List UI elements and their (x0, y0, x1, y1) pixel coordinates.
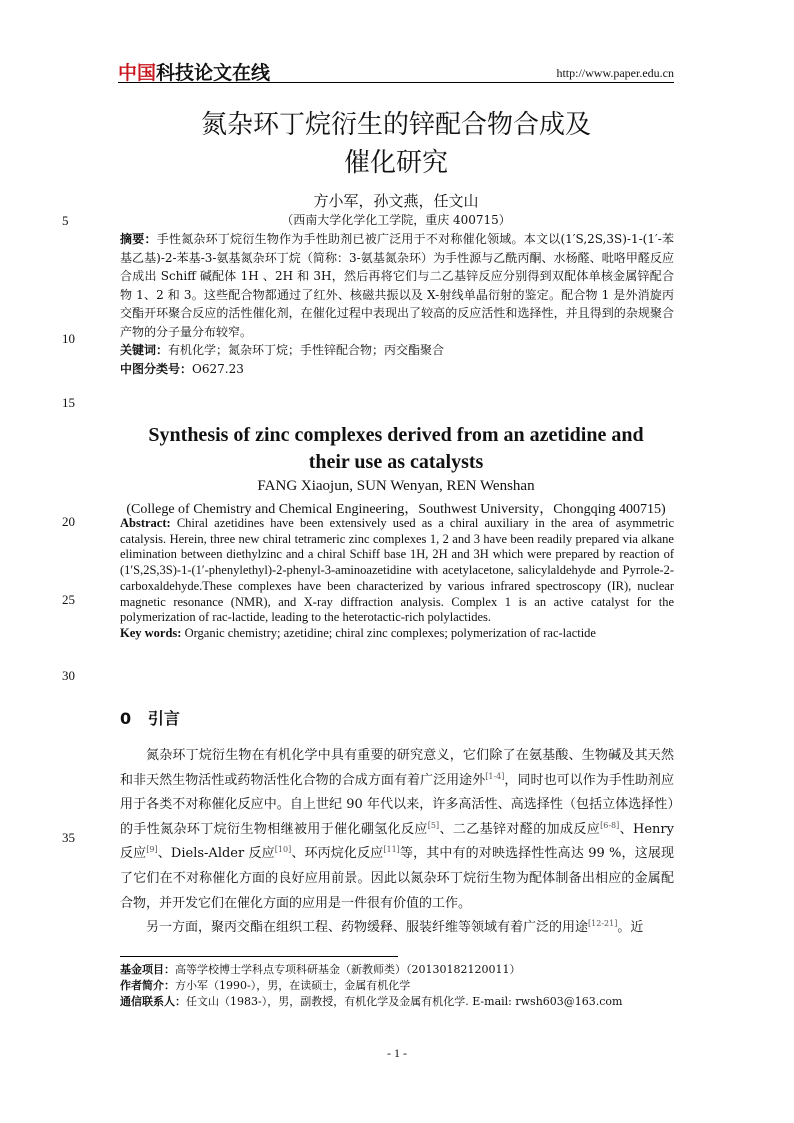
title-en-line-1: Synthesis of zinc complexes derived from an azetidine and (148, 424, 644, 446)
abstract-en-label: Abstract: (120, 516, 171, 530)
abstract-en-text: Chiral azetidines have been extensively used as a chiral auxiliary in the area of asymmetric catalysis. Herein, three new chiral tetrameric zinc complexes 1, 2 and 3 have been readily prepared via alkane elimination between diethylzinc and a chiral Schiff base 1H, 2H and 3H which were prepared by reaction of (1′S,2S,3S)-1-(1′-phenylethyl)-2-phenyl-3-aminoazetidine with acetylacetone, salicylaldehyde and Pyrrole-2-carboxaldehyde.These complexes have been characterized by various infrared spectroscopy (IR), nuclear magnetic resonance (NMR), and X-ray diffraction analysis. Complex 1 is an active catalyst for the polymerization of rac-lactide, leading to the heterotactic-rich polylactides. (120, 516, 675, 625)
header-rule (118, 82, 674, 83)
abstract-cn-label: 摘要： (120, 232, 157, 246)
line-number: 10 (62, 331, 75, 346)
authors-en: FANG Xiaojun, SUN Wenyan, REN Wenshan (257, 478, 535, 494)
clc-label: 中图分类号： (120, 361, 193, 376)
citation-link[interactable]: [10] (274, 845, 292, 855)
abstract-cn-block (120, 230, 674, 378)
intro-body (120, 744, 674, 941)
line-number: 25 (62, 592, 75, 607)
bio-text: 方小军（1990-），男，在读硕士，金属有机化学 (175, 979, 411, 992)
text-run: 等，其中有的对映选择性性高达 99 %，这展现了它们在不对称催化方面的良好应用前景。因此以氮杂环丁烷衍生物为配体制备出相应的金属配合物，并开发它们在催化方面的应用是一件很有价值的工作。 (120, 846, 674, 911)
footnote-bio (120, 978, 680, 994)
intro-paragraph-1 (120, 744, 674, 916)
line-number: 20 (62, 514, 75, 529)
site-url-link[interactable]: http://www.paper.edu.cn (556, 66, 674, 80)
text-run: 、环丙烷化反应 (291, 846, 384, 862)
abstract-en (120, 516, 674, 626)
section-heading-intro (120, 706, 180, 729)
clc-text: O627.23 (192, 361, 244, 376)
text-run: 、二乙基锌对醛的加成反应 (439, 821, 601, 837)
contact-label: 通信联系人： (120, 995, 186, 1008)
text-run: 。近 (617, 920, 644, 936)
fund-label: 基金项目： (120, 963, 175, 976)
text-run: 、Henry 反应 (120, 821, 674, 862)
logo-black-text: 科技论文在线 (156, 62, 271, 84)
keywords-en (120, 626, 674, 642)
line-number: 30 (62, 668, 75, 683)
contact-text: 任文山（1983-），男，副教授，有机化学及金属有机化学. E-mail: rwsh603@163.com (186, 995, 623, 1008)
citation-link[interactable]: [9] (146, 845, 158, 855)
line-number: 35 (62, 830, 75, 845)
footnotes (120, 962, 680, 1010)
text-run: 、Diels-Alder 反应 (157, 846, 275, 862)
keywords-cn-text: 有机化学；氮杂环丁烷；手性锌配合物；丙交酯聚合 (168, 343, 445, 357)
section-number: 0 (120, 709, 132, 728)
citation-link[interactable]: [11] (383, 845, 400, 855)
text-run: 氮杂环丁烷衍生物在有机化学中具有重要的研究意义，它们除了在氨基酸、生物碱及其天然和非天然生物活性或药物活性化合物的合成方面有着广泛用途外 (120, 748, 674, 788)
bio-label: 作者简介： (120, 979, 175, 992)
title-cn-line-2: 催化研究 (343, 148, 448, 178)
affiliation-en: (College of Chemistry and Chemical Engineering，Southwest University，Chongqing 400715) (126, 502, 666, 517)
footnote-rule (120, 956, 398, 957)
page-title-en (118, 422, 674, 476)
citation-link[interactable]: [12-21] (588, 919, 618, 929)
authors-cn: 方小军，孙文燕，任文山 (313, 192, 479, 210)
footnote-contact (120, 994, 680, 1010)
footnote-fund (120, 962, 680, 978)
abstract-cn-text: 手性氮杂环丁烷衍生物作为手性助剂已被广泛用于不对称催化领域。本文以(1′S,2S,3S)-1-(1′-苯基乙基)-2-苯基-3-氨基氮杂环丁烷（简称：3-氨基氮杂环）为手性源与乙酰丙酮、水杨醛、吡咯甲醛反应合成出 Schiff 碱配体 1H 、2H 和 3H，然后再将它们与二乙基锌反应分别得到双配体单核金属锌配合物 1、2 和 3。这些配合物都通过了红外、核磁共振以及 X-射线单晶衍射的鉴定。配合物 1 是外消旋丙交酯开环聚合反应的活性催化剂，在催化过程中表现出了较高的反应活性和选择性，并且得到的杂规聚合产物的分子量分布较窄。 (120, 232, 674, 339)
citation-link[interactable]: [6-8] (600, 820, 620, 830)
line-number: 15 (62, 395, 75, 410)
intro-paragraph-2 (120, 916, 674, 941)
text-run: ，同时也可以作为手性助剂应用于各类不对称催化反应中。自上世纪 90 年代以来，许多高活性、高选择性（包括立体选择性）的手性氮杂环丁烷衍生物相继被用于催化硼氢化反应 (120, 772, 674, 837)
title-cn-line-1: 氮杂环丁烷衍生的锌配合物合成及 (200, 110, 591, 140)
abstract-cn (120, 230, 674, 341)
citation-link[interactable]: [5] (427, 820, 440, 830)
abstract-en-block (120, 516, 674, 642)
page-title-cn (118, 106, 674, 182)
logo-red-text: 中国 (118, 62, 157, 84)
section-title: 引言 (147, 709, 180, 728)
clc-number (120, 360, 674, 379)
title-en-line-2: their use as catalysts (308, 451, 484, 473)
keywords-en-text: Organic chemistry; azetidine; chiral zinc complexes; polymerization of rac-lactide (184, 625, 596, 640)
page-number: - 1 - (387, 1046, 407, 1060)
fund-text: 高等学校博士学科点专项科研基金（新教师类）（20130182120011） (175, 963, 521, 976)
text-run: 另一方面，聚丙交酯在组织工程、药物缓释、服装纤维等领域有着广泛的用途 (146, 920, 589, 936)
keywords-cn-label: 关键词： (120, 343, 169, 357)
keywords-cn (120, 341, 674, 360)
keywords-en-label: Key words: (120, 625, 182, 640)
affiliation-cn: （西南大学化学化工学院，重庆 400715） (281, 213, 511, 227)
citation-link[interactable]: [1-4] (485, 771, 505, 781)
site-logo[interactable] (118, 58, 270, 85)
line-number: 5 (62, 213, 69, 228)
